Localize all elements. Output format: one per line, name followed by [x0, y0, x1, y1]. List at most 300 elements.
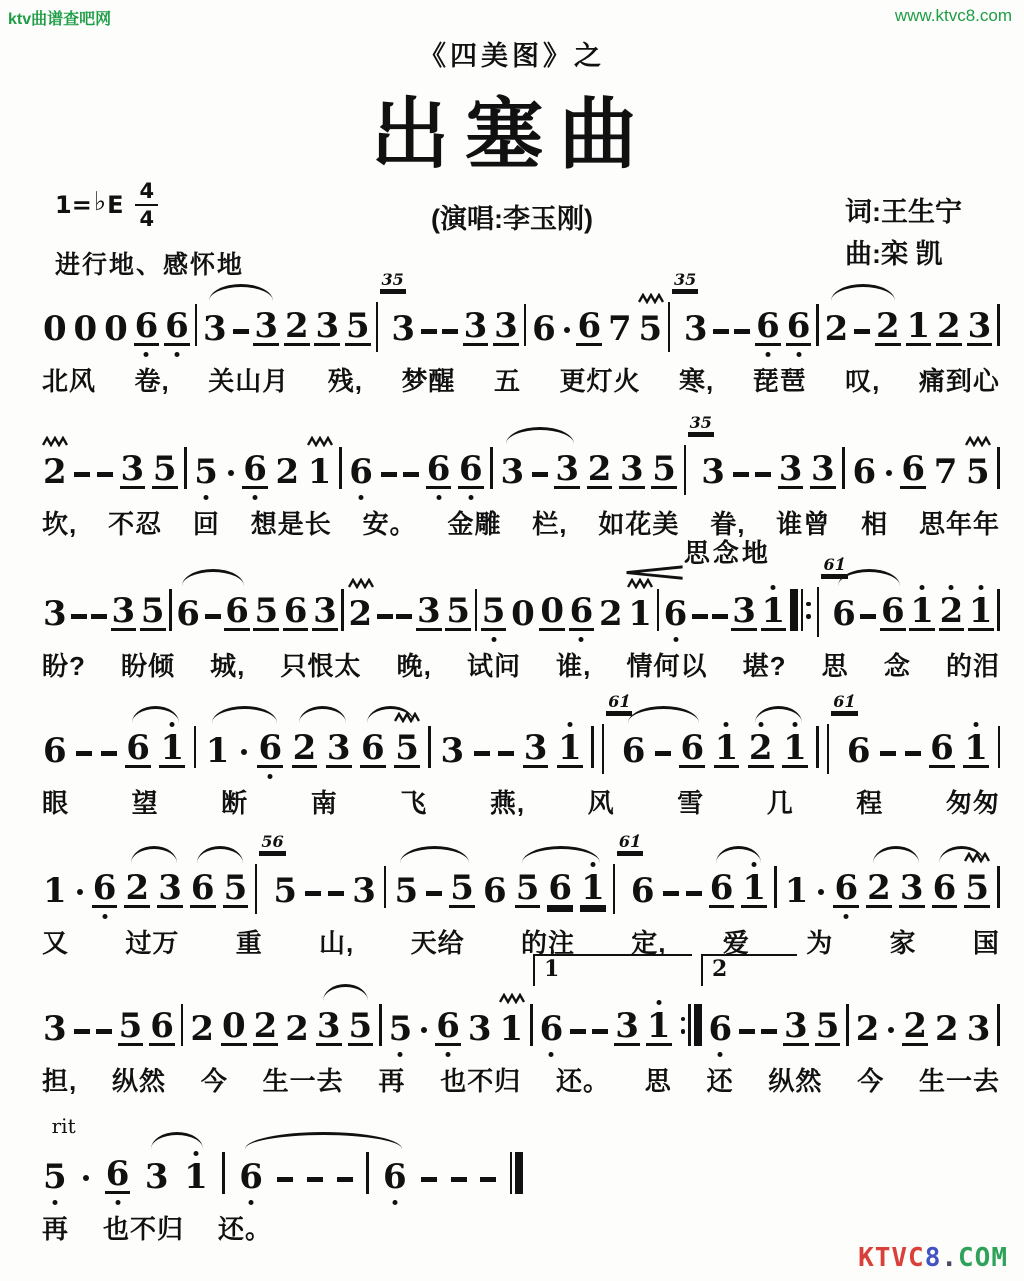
note-token	[159, 728, 185, 768]
note-digit: 3	[967, 306, 992, 346]
music-system	[42, 270, 1000, 398]
duration-dash	[713, 329, 729, 334]
note-digit: 3	[778, 449, 803, 489]
octave-dot-below	[268, 774, 273, 779]
note-token	[557, 728, 583, 768]
duration-dash	[860, 614, 876, 619]
note-digit: 6	[569, 591, 594, 631]
note-token	[152, 449, 178, 489]
barline	[366, 1152, 369, 1194]
note-token	[810, 449, 836, 489]
notation-element	[681, 1029, 686, 1034]
octave-dot-below	[796, 352, 801, 357]
lyric-syllable: 断	[221, 788, 249, 818]
note-token	[42, 309, 68, 349]
trill-icon	[42, 436, 68, 447]
augmentation-dot	[77, 889, 83, 895]
duration-dash	[480, 1177, 496, 1182]
credits-block	[845, 192, 962, 276]
note-digit: 2	[275, 452, 300, 492]
note-token	[189, 1009, 215, 1049]
note-digit: 3	[352, 871, 376, 911]
key-prefix: 1=	[55, 191, 92, 220]
lyric-syllable: 金雕	[447, 509, 502, 539]
note-token	[103, 309, 129, 349]
note-token	[833, 868, 859, 908]
note-digit: 6	[532, 309, 556, 349]
barline	[997, 1004, 1000, 1046]
note-token	[416, 591, 442, 631]
lyric-syllable: 为	[806, 928, 834, 958]
note-token	[42, 594, 68, 634]
duration-dash	[905, 751, 921, 756]
note-token	[964, 868, 990, 908]
volta-number: 2	[712, 956, 728, 982]
slur-arc	[716, 846, 761, 863]
note-token	[587, 449, 613, 489]
note-token	[124, 868, 150, 908]
note-token	[963, 728, 989, 768]
note-token	[619, 449, 645, 489]
note-token	[316, 1006, 342, 1046]
duration-dash	[91, 614, 107, 619]
note-digit: 1	[184, 1157, 208, 1197]
augmentation-dot	[818, 889, 824, 895]
note-token	[73, 309, 99, 349]
note-digit: 1	[761, 591, 786, 631]
trill-icon	[638, 293, 664, 304]
note-digit: 5	[273, 871, 298, 911]
note-digit: 5	[638, 309, 663, 349]
note-token	[761, 591, 787, 631]
note-token	[855, 1009, 881, 1049]
duration-dash	[277, 1177, 293, 1182]
barline	[530, 1004, 533, 1046]
note-token	[598, 594, 624, 634]
slur-arc	[132, 706, 179, 723]
note-digit: 1	[964, 728, 988, 768]
note-token	[934, 1009, 960, 1049]
lyric-syllable: 纵然	[112, 1066, 167, 1096]
duration-dash	[76, 751, 92, 756]
note-token	[554, 449, 580, 489]
note-digit: 5	[394, 871, 419, 911]
note-token	[284, 1009, 310, 1049]
lyric-syllable: 还。	[556, 1066, 611, 1096]
lyric-syllable: 盼倾	[121, 651, 176, 681]
note-token	[967, 306, 993, 346]
note-token	[393, 871, 419, 911]
flat-icon: ♭	[93, 187, 107, 218]
note-digit: 5	[118, 1006, 143, 1046]
music-system	[42, 956, 1000, 1098]
note-digit: 5	[481, 591, 506, 631]
note-digit: 3	[494, 306, 518, 346]
lyric-syllable: 飞	[400, 788, 428, 818]
barline	[339, 447, 342, 489]
lyric-syllable: 坎,	[42, 509, 78, 539]
note-token	[348, 1006, 374, 1046]
note-token	[360, 728, 386, 768]
note-digit: 3	[43, 1009, 67, 1049]
grace-stem	[684, 445, 686, 495]
note-token	[576, 306, 602, 346]
lyrics-row	[42, 783, 1000, 820]
barline	[657, 589, 660, 631]
note-token	[707, 1009, 733, 1049]
duration-dash	[96, 1029, 112, 1034]
slur-arc	[197, 846, 243, 863]
note-token	[786, 306, 812, 346]
lyric-syllable: 雪	[677, 788, 705, 818]
note-digit: 5	[194, 452, 218, 492]
lyric-syllable: 思年年	[918, 509, 1000, 539]
lyric-syllable: 眼	[42, 788, 70, 818]
note-digit: 6	[258, 728, 283, 768]
note-digit: 6	[459, 449, 483, 489]
duration-dash	[592, 1029, 608, 1034]
note-token	[134, 306, 160, 346]
duration-dash	[205, 614, 221, 619]
duration-dash	[97, 472, 113, 477]
augmentation-dot	[83, 1175, 89, 1181]
note-token	[709, 868, 735, 908]
note-digit: 2	[937, 306, 961, 346]
notation-row	[42, 1114, 523, 1197]
grace-notes	[602, 692, 631, 768]
trill-icon	[499, 993, 525, 1004]
note-digit: 1	[160, 728, 185, 768]
lyric-syllable: 谁曾	[776, 509, 831, 539]
grace-digits: 35	[689, 413, 712, 432]
slur-arc	[873, 846, 919, 863]
lyric-syllable: 还	[706, 1066, 734, 1096]
duration-dash	[101, 751, 117, 756]
lyrics-row	[42, 646, 1000, 683]
barline	[997, 866, 1000, 908]
note-digit: 5	[254, 591, 279, 631]
duration-dash	[655, 751, 671, 756]
note-token	[531, 309, 557, 349]
lyric-syllable: 的注	[520, 928, 575, 958]
slur-arc	[209, 284, 273, 301]
note-token	[824, 309, 850, 349]
lyric-syllable: 重	[235, 928, 263, 958]
lyrics-row	[42, 1209, 523, 1246]
barline	[524, 304, 527, 346]
lyric-syllable: 也不归	[440, 1066, 522, 1096]
site-url-top-right: www.ktvc8.com	[894, 6, 1012, 25]
note-token	[223, 868, 249, 908]
grace-stem	[613, 864, 615, 914]
lyric-syllable: 今	[200, 1066, 228, 1096]
octave-dot-below	[102, 914, 107, 919]
duration-dash	[686, 891, 702, 896]
note-token	[445, 591, 471, 631]
lyric-syllable: 国	[972, 928, 1000, 958]
lyric-syllable: 程	[856, 788, 884, 818]
note-digit: 1	[784, 871, 809, 911]
note-token	[345, 306, 371, 346]
lyric-syllable: 更灯火	[559, 366, 641, 396]
note-digit: 5	[515, 868, 540, 908]
barline	[998, 726, 1001, 768]
music-system	[42, 692, 1000, 820]
note-token	[292, 728, 318, 768]
note-digit: 2	[253, 1006, 278, 1046]
note-token	[149, 1006, 175, 1046]
slur-arc	[151, 1132, 203, 1149]
note-digit: 3	[463, 306, 488, 346]
duration-dash	[71, 614, 87, 619]
note-token	[253, 591, 279, 631]
note-digit: 6	[786, 306, 811, 346]
duration-dash	[233, 329, 249, 334]
note-digit: 3	[615, 1006, 639, 1046]
note-token	[348, 594, 374, 634]
note-token	[846, 731, 872, 771]
lyric-syllable: 定,	[631, 928, 667, 958]
note-digit: 3	[313, 591, 337, 631]
note-token	[547, 868, 573, 908]
octave-dot-above	[974, 722, 979, 727]
lyric-syllable: 北风	[42, 366, 97, 396]
note-digit: 3	[111, 591, 136, 631]
note-digit: 3	[899, 868, 924, 908]
octave-dot-below	[144, 352, 149, 357]
note-digit: 2	[875, 306, 900, 346]
augmentation-dot	[241, 749, 247, 755]
note-token	[580, 868, 606, 908]
grace-stem	[376, 302, 378, 352]
note-digit: 6	[436, 1006, 460, 1046]
note-digit: 5	[815, 1006, 840, 1046]
barline	[591, 726, 594, 768]
note-digit: 6	[225, 591, 249, 631]
lyric-syllable: 又	[42, 928, 70, 958]
note-digit: 6	[150, 1006, 174, 1046]
lyric-syllable: 南	[310, 788, 338, 818]
notation-row	[42, 270, 1000, 349]
lyric-syllable: 思	[644, 1066, 672, 1096]
duration-dash	[396, 614, 412, 619]
lyric-syllable: 寒,	[678, 366, 715, 396]
logo-letter-group: 8	[924, 1243, 942, 1273]
note-digit: 2	[292, 728, 317, 768]
lyrics-row	[42, 361, 1000, 398]
note-digit: 6	[852, 452, 877, 492]
augmentation-dot	[228, 470, 234, 476]
note-token	[257, 728, 283, 768]
note-token	[741, 868, 767, 908]
note-digit: 6	[708, 1009, 733, 1049]
lyric-syllable: 的泪	[945, 651, 1000, 681]
note-token	[481, 591, 507, 631]
slur-arc	[367, 706, 414, 723]
logo-letter-group: KTVC	[858, 1243, 925, 1273]
note-digit: 6	[630, 871, 655, 911]
music-system	[42, 832, 1000, 960]
note-digit: 6	[134, 306, 159, 346]
music-system	[42, 413, 1000, 541]
note-token	[105, 1154, 131, 1194]
slur-arc	[212, 706, 277, 723]
notation-row	[42, 956, 1000, 1049]
note-token	[120, 449, 146, 489]
note-digit: 6	[663, 594, 688, 634]
octave-dot-above	[724, 722, 729, 727]
note-digit: 1	[581, 868, 605, 908]
duration-dash	[451, 1177, 467, 1182]
note-token	[866, 868, 892, 908]
lyric-syllable: 今	[857, 1066, 885, 1096]
note-token	[164, 306, 190, 346]
octave-dot-above	[771, 585, 776, 590]
note-digit: 5	[450, 868, 474, 908]
barline	[169, 589, 172, 631]
barline	[846, 1004, 849, 1046]
note-digit: 1	[910, 591, 934, 631]
note-token	[388, 1009, 414, 1049]
grace-stem	[668, 302, 670, 352]
note-digit: 5	[446, 591, 471, 631]
note-token	[42, 452, 68, 492]
rit-mark: rit	[51, 1114, 76, 1138]
octave-dot-below	[436, 495, 441, 500]
note-token	[42, 871, 68, 911]
note-digit: 5	[140, 591, 165, 631]
note-token	[679, 728, 705, 768]
lyric-syllable: 眷,	[710, 509, 746, 539]
notation-row	[42, 832, 1000, 911]
duration-dash	[761, 1029, 777, 1034]
lyric-syllable: 不忍	[108, 509, 163, 539]
notation-element	[510, 1152, 513, 1194]
note-digit: 6	[176, 594, 200, 634]
note-digit: 1	[307, 452, 332, 492]
note-token	[314, 306, 340, 346]
volta-bracket	[701, 954, 797, 986]
note-token	[221, 1006, 247, 1046]
note-digit: 2	[748, 728, 773, 768]
barline	[490, 447, 493, 489]
note-token	[906, 306, 932, 346]
note-token	[284, 306, 310, 346]
note-digit: 2	[587, 449, 612, 489]
octave-dot-below	[718, 1052, 723, 1057]
note-digit: 6	[361, 728, 385, 768]
barline	[181, 1004, 184, 1046]
time-denominator: 4	[139, 207, 155, 232]
note-digit: 6	[930, 728, 954, 768]
notation-element	[806, 602, 811, 607]
note-digit: 0	[221, 1006, 246, 1046]
note-digit: 1	[742, 868, 767, 908]
lyric-syllable: 思	[821, 651, 849, 681]
duration-dash	[733, 472, 749, 477]
octave-dot-below	[392, 1200, 397, 1205]
note-digit: 1	[43, 871, 67, 911]
lyric-syllable: 如花美	[598, 509, 680, 539]
octave-dot-below	[174, 352, 179, 357]
note-digit: 6	[239, 1157, 263, 1197]
album-series-subtitle: 《四美图》之	[419, 41, 605, 71]
repeat-end-barline	[678, 1004, 702, 1046]
lyric-syllable: 念	[883, 651, 911, 681]
note-digit: 3	[555, 449, 580, 489]
barline	[774, 866, 777, 908]
note-digit: 6	[756, 306, 780, 346]
grace-digits: 35	[674, 270, 697, 289]
note-digit: 1	[557, 728, 582, 768]
slur-arc	[131, 846, 177, 863]
grace-notes	[613, 832, 642, 908]
duration-dash	[498, 751, 514, 756]
note-token	[638, 309, 664, 349]
note-token	[144, 1157, 170, 1197]
note-token	[902, 1006, 928, 1046]
note-token	[390, 309, 416, 349]
note-digit: 5	[43, 1157, 67, 1197]
note-token	[646, 1006, 672, 1046]
note-token	[42, 731, 68, 771]
duration-dash	[734, 329, 750, 334]
note-digit: 1	[968, 591, 993, 631]
note-token	[238, 1157, 264, 1197]
note-token	[125, 728, 151, 768]
note-digit: 0	[540, 591, 565, 631]
octave-dot-below	[549, 1052, 554, 1057]
notation-element	[515, 1152, 523, 1194]
note-token	[463, 306, 489, 346]
note-digit: 2	[125, 868, 150, 908]
note-token	[111, 591, 137, 631]
grace-digits: 61̇	[823, 555, 846, 574]
octave-dot-below	[844, 914, 849, 919]
duration-dash	[755, 472, 771, 477]
note-token	[614, 1006, 640, 1046]
lyric-syllable: 残,	[327, 366, 363, 396]
slur-arc	[245, 1132, 402, 1149]
grace-digits: 61̇	[618, 832, 642, 851]
note-token	[449, 868, 475, 908]
note-digit: 3	[203, 309, 227, 349]
duration-dash	[74, 472, 90, 477]
note-digit: 1	[646, 1006, 671, 1046]
lyric-syllable: 也不归	[103, 1214, 185, 1244]
note-digit: 5	[965, 868, 989, 908]
notation-row	[42, 692, 1000, 771]
note-token	[175, 594, 201, 634]
note-token	[663, 594, 689, 634]
note-token	[499, 1009, 525, 1049]
barline	[997, 589, 1000, 631]
note-digit: 2	[867, 868, 891, 908]
note-token	[307, 452, 333, 492]
note-digit: 6	[539, 1009, 564, 1049]
note-digit: 6	[680, 728, 705, 768]
duration-dash	[532, 472, 548, 477]
note-digit: 3	[417, 591, 441, 631]
notation-row	[42, 538, 1000, 634]
barline	[842, 447, 845, 489]
grace-notes	[376, 270, 404, 346]
barline	[997, 304, 1000, 346]
tempo-expression-text: 进行地、感怀地	[55, 251, 245, 279]
note-token	[621, 731, 647, 771]
barline	[194, 726, 197, 768]
composer-credit: 曲:栾 凯	[845, 238, 943, 269]
